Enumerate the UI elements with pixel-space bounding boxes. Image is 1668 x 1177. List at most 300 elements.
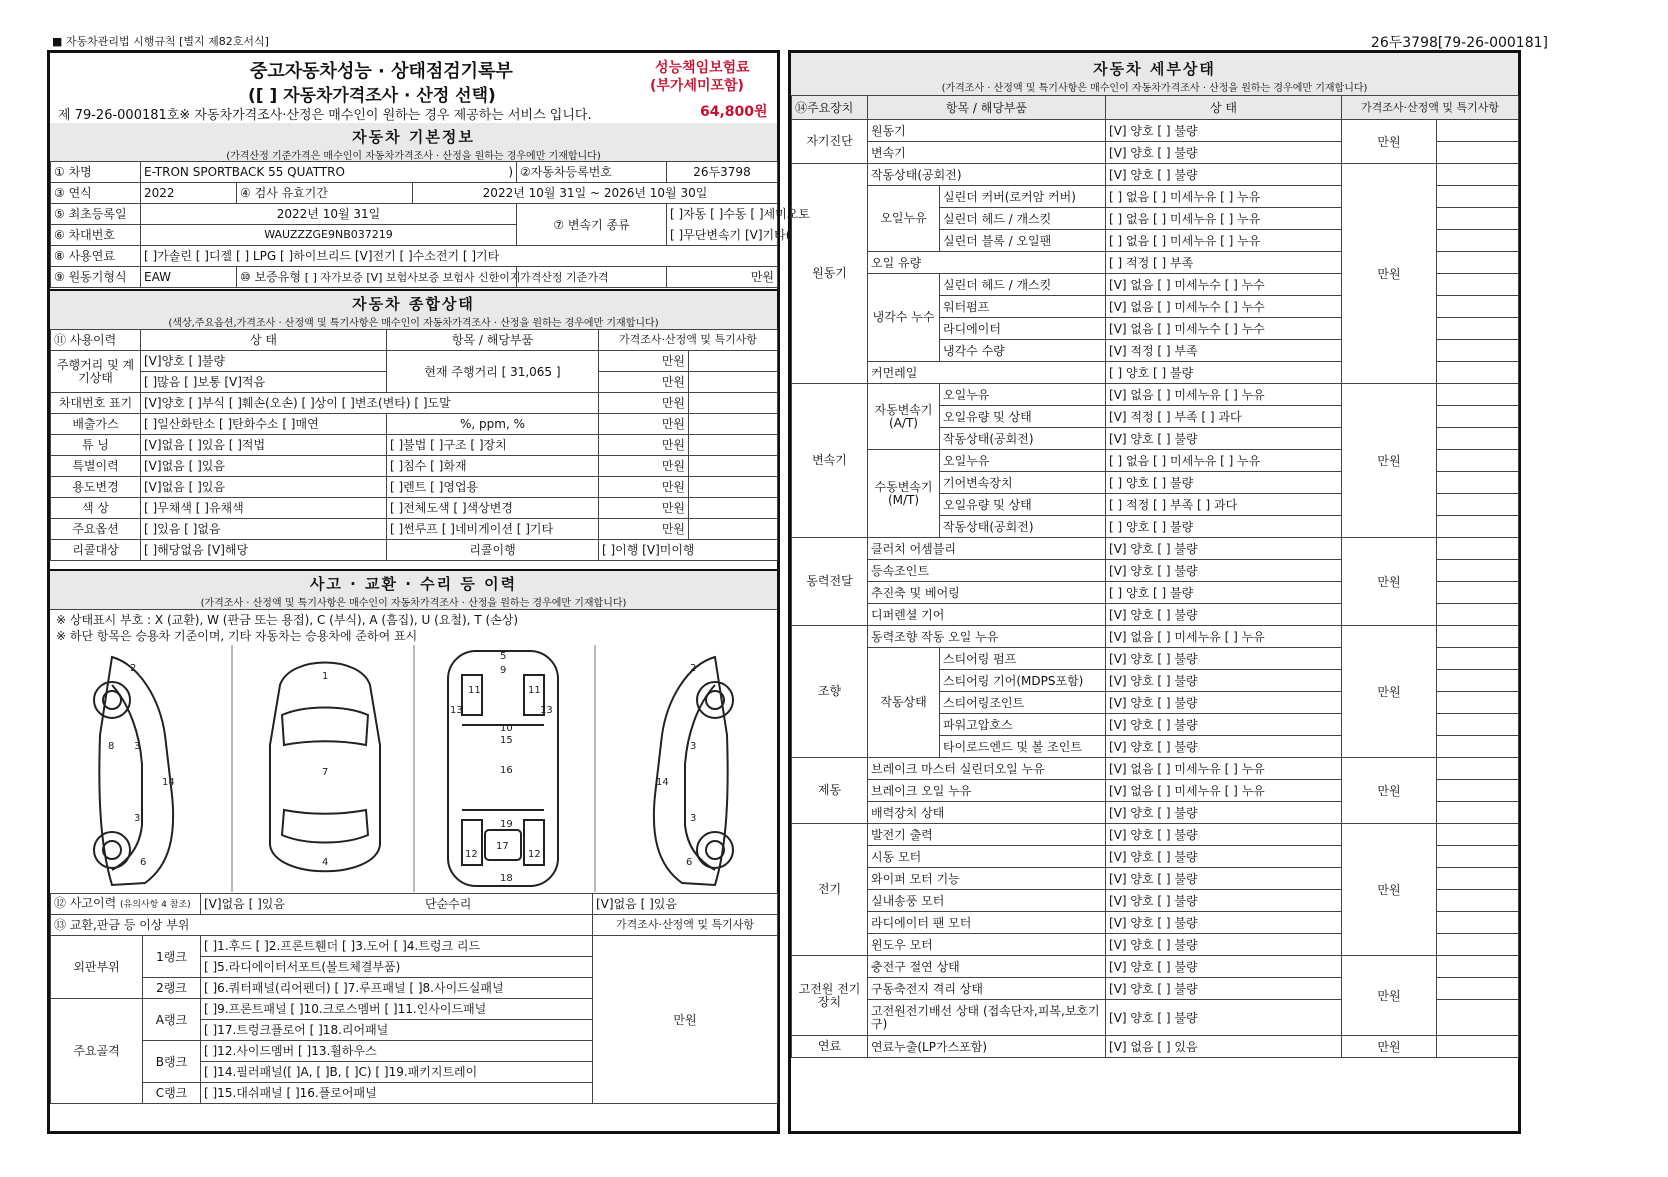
detail-price-unit: 만원 [1342,120,1437,164]
detail-item: 스티어링 펌프 [940,648,1106,670]
detail-item: 디퍼렌셜 기어 [868,604,1106,626]
detail-row [792,384,1519,406]
detail-group-label: 원동기 [792,164,868,384]
car-diagram [50,645,777,892]
main-frame-label: 주요골격 [51,999,143,1104]
detail-price-note [1437,428,1519,450]
ranka-label: A랭크 [143,999,201,1041]
detail-price-note [1437,648,1519,670]
detail-subgroup-label: 자동변속기 (A/T) [868,384,940,450]
detail-item: 고전원전기배선 상태 (접속단자,피복,보호기구) [868,1000,1106,1036]
detail-status: [V] 양호 [ ] 불량 [1106,648,1342,670]
document-number: 26두3798[79-26-000181] [1370,35,1548,51]
detail-status: [V] 양호 [ ] 불량 [1106,890,1342,912]
price-head: 가격조사·산정액 및 특기사항 [599,330,778,351]
tuning-label: 튜 닝 [51,435,141,456]
detail-status: [V] 양호 [ ] 불량 [1106,428,1342,450]
diagram-num-18: 18 [500,873,513,884]
emission-unit: 만원 [599,414,689,435]
detail-item: 라디에이터 [940,318,1106,340]
detail-status: [V] 없음 [ ] 미세누수 [ ] 누수 [1106,318,1342,340]
detail-item: 작동상태(공회전) [868,164,1106,186]
basic-info-title: 자동차 기본정보 [352,128,475,146]
fuel-label: ⑧ 사용연료 [51,246,141,267]
detail-item: 기어변속장치 [940,472,1106,494]
detail-price-unit: 만원 [1342,384,1437,538]
detail-item: 변속기 [868,142,1106,164]
detail-price-note [1437,604,1519,626]
diagram-num-17: 17 [496,841,509,852]
detail-status: [V] 양호 [ ] 불량 [1106,824,1342,846]
detail-price-note [1437,912,1519,934]
left-panel [47,50,810,1134]
detail-price-note [1437,406,1519,428]
status-head: 상 태 [141,330,387,351]
vin-value: WAUZZZGE9NB037219 [141,225,517,246]
detail-row [792,758,1519,780]
accident-history-cell: [V]없음 [ ]있음 단순수리 [201,894,593,915]
detail-price-note [1437,868,1519,890]
detail-group-label: 동력전달 [792,538,868,626]
diagram-num-2: 2 [130,663,137,674]
detail-status: [V] 없음 [ ] 미세누유 [ ] 누유 [1106,780,1342,802]
usage-change-label: 용도변경 [51,477,141,498]
legend-line-1: ※ 상태표시 부호 : X (교환), W (판금 또는 용접), C (부식), A (흠집), U (요철), T (손상) [56,613,519,627]
options-unit: 만원 [599,519,689,540]
diagram-num-9: 9 [500,665,507,676]
detail-status: [V] 양호 [ ] 불량 [1106,736,1342,758]
price-base-unit: 만원 [667,267,778,288]
detail-price-note [1437,582,1519,604]
diagram-num-19: 19 [500,819,513,830]
detail-price-note [1437,846,1519,868]
mileage-status-2: [ ]많음 [ ]보통 [V]적음 [141,372,387,393]
detail-status: [V] 양호 [ ] 불량 [1106,714,1342,736]
detail-status: [V] 양호 [ ] 불량 [1106,670,1342,692]
usage-change-unit: 만원 [599,477,689,498]
first-reg-label: ⑤ 최초등록일 [51,204,141,225]
usage-history-head: ⑪ 사용이력 [51,330,141,351]
detail-price-note [1437,538,1519,560]
valid-label: ④ 검사 유효기간 [237,183,413,204]
detail-status: [V] 양호 [ ] 불량 [1106,604,1342,626]
detail-status: [V] 없음 [ ] 미세누수 [ ] 누수 [1106,274,1342,296]
vin-mark-unit: 만원 [599,393,689,414]
detail-price-note [1437,208,1519,230]
detail-status: [V] 적정 [ ] 부족 [1106,340,1342,362]
rank1-line-1: [ ]1.후드 [ ]2.프론트휀더 [ ]3.도어 [ ]4.트렁크 리드 [201,936,593,957]
parts-price-unit: 만원 [593,936,778,1104]
detail-price-note [1437,516,1519,538]
detail-status: [V] 양호 [ ] 불량 [1106,538,1342,560]
detail-item: 커먼레일 [868,362,1106,384]
diagram-num-1: 1 [322,671,329,682]
detail-price-note [1437,1036,1519,1058]
diagram-num-6r: 6 [686,857,693,868]
vin-mark-status: [V]양호 [ ]부식 [ ]훼손(오손) [ ]상이 [ ]변조(변타) [ ]도말 [141,393,599,414]
emission-part: %, ppm, % [387,414,599,435]
detail-group-label: 고전원 전기장치 [792,956,868,1036]
special-history-unit: 만원 [599,456,689,477]
diagram-num-2r: 2 [690,663,697,674]
detail-price-unit: 만원 [1342,538,1437,626]
detail-item: 실린더 블록 / 오일팬 [940,230,1106,252]
detail-price-note [1437,142,1519,164]
car-side-right [654,657,733,885]
detail-group-label: 제동 [792,758,868,824]
fuel-options: [ ]가솔린 [ ]디젤 [ ] LPG [ ]하이브리드 [V]전기 [ ]수소전기 [ ]기타 [141,246,778,267]
detail-price-note [1437,164,1519,186]
emission-status: [ ]일산화탄소 [ ]탄화수소 [ ]매연 [141,414,387,435]
engine-label: ⑨ 원동기형식 [51,267,141,288]
detail-price-note [1437,274,1519,296]
ranka-line-2: [ ]17.트렁크플로어 [ ]18.리어패널 [201,1020,593,1041]
detail-status: [ ] 양호 [ ] 불량 [1106,516,1342,538]
detail-item: 오일유량 및 상태 [940,406,1106,428]
options-label: 주요옵션 [51,519,141,540]
detail-subgroup-label: 수동변속기 (M/T) [868,450,940,538]
abnormal-parts-head: ⑬ 교환,판금 등 이상 부위 [51,915,593,936]
detail-item: 오일유량 및 상태 [940,494,1106,516]
detail-price-note [1437,120,1519,142]
diagram-num-14: 14 [162,777,175,788]
recall-perform-label: 리콜이행 [387,540,599,561]
detail-price-note [1437,340,1519,362]
overall-note: (색상,주요옵션,가격조사 · 산정액 및 특기사항은 매수인이 자동차가격조사 · 산정을 원하는 경우에만 기재합니다) [168,318,659,329]
detail-item: 실린더 헤드 / 개스킷 [940,274,1106,296]
detail-item: 시동 모터 [868,846,1106,868]
detail-row [792,538,1519,560]
detail-status: [V] 없음 [ ] 미세누유 [ ] 누유 [1106,758,1342,780]
detail-note: (가격조사 · 산정액 및 특기사항은 매수인이 자동차가격조사 · 산정을 원하는 경우에만 기재합니다) [941,83,1368,94]
diagram-num-11b: 11 [528,685,541,696]
diagram-num-4: 4 [322,857,329,868]
usage-change-status: [V]없음 [ ]있음 [141,477,387,498]
detail-price-note [1437,384,1519,406]
insurance-sub: (부가세미포함) [650,78,744,94]
special-history-part: [ ]침수 [ ]화재 [387,456,599,477]
detail-title: 자동차 세부상태 [1093,60,1216,78]
detail-status: [V] 양호 [ ] 불량 [1106,120,1342,142]
accident-parts-table [50,893,778,1104]
detail-price-note [1437,670,1519,692]
detail-status: [V] 양호 [ ] 불량 [1106,956,1342,978]
detail-price-unit: 만원 [1342,758,1437,824]
detail-status: [V] 양호 [ ] 불량 [1106,692,1342,714]
diagram-num-13: 13 [450,705,463,716]
detail-status: [ ] 없음 [ ] 미세누유 [ ] 누유 [1106,186,1342,208]
detail-item: 워터펌프 [940,296,1106,318]
detail-item: 실내송풍 모터 [868,890,1106,912]
detail-part-head: 항목 / 해당부품 [868,96,1106,120]
rank2-label: 2랭크 [143,978,201,999]
rankb-label: B랭크 [143,1041,201,1083]
detail-item: 라디에이터 팬 모터 [868,912,1106,934]
year-value: 2022 [141,183,237,204]
detail-item: 타이로드엔드 및 볼 조인트 [940,736,1106,758]
form-title: 중고자동차성능 · 상태점검기록부 [250,61,513,82]
detail-item: 브레이크 오일 누유 [868,780,1106,802]
detail-price-unit: 만원 [1342,824,1437,956]
basic-info-table [50,161,810,288]
detail-price-note [1437,560,1519,582]
rankb-line-2: [ ]14.필러패널([ ]A, [ ]B, [ ]C) [ ]19.패키지트레이 [201,1062,593,1083]
detail-price-note [1437,890,1519,912]
detail-price-note [1437,802,1519,824]
valid-value: 2022년 10월 31일 ~ 2026년 10월 30일 [413,183,778,204]
diagram-num-3: 3 [134,741,141,752]
detail-price-note [1437,450,1519,472]
detail-price-note [1437,472,1519,494]
accident-header [50,569,777,610]
detail-item: 스티어링 기어(MDPS포함) [940,670,1106,692]
detail-status: [ ] 양호 [ ] 불량 [1106,582,1342,604]
diagram-num-11: 11 [468,685,481,696]
diagram-num-13b: 13 [540,705,553,716]
detail-price-unit: 만원 [1342,626,1437,758]
detail-item: 실린더 헤드 / 개스킷 [940,208,1106,230]
detail-price-unit: 만원 [1342,164,1437,384]
diagram-num-6: 6 [140,857,147,868]
detail-item: 작동상태(공회전) [940,428,1106,450]
detail-item: 등속조인트 [868,560,1106,582]
reg-no-label: ②자동차등록번호 [517,162,667,183]
law-reference: ■ 자동차관리법 시행규칙 [별지 제82호서식] [52,35,269,48]
color-part: [ ]전체도색 [ ]색상변경 [387,498,599,519]
detail-status: [V] 양호 [ ] 불량 [1106,934,1342,956]
basic-info-header [50,123,777,162]
detail-item: 실린더 커버(로커암 커버) [940,186,1106,208]
mileage-status-1: [V]양호 [ ]불량 [141,351,387,372]
detail-status: [V] 양호 [ ] 불량 [1106,912,1342,934]
diagram-num-8: 8 [108,741,115,752]
detail-group-label: 전기 [792,824,868,956]
usage-change-part: [ ]렌트 [ ]영업용 [387,477,599,498]
diagram-num-12b: 12 [528,849,541,860]
car-name-value: E-TRON SPORTBACK 55 QUATTRO ) [141,162,517,183]
detail-status: [ ] 없음 [ ] 미세누유 [ ] 누유 [1106,208,1342,230]
detail-price-note [1437,714,1519,736]
detail-item: 클러치 어셈블리 [868,538,1106,560]
trans-options-2: [ ]무단변속기 [V]기타( [667,225,778,246]
form-subtitle: ([ ] 자동차가격조사 · 산정 선택) [248,86,496,106]
options-status: [ ]있음 [ ]없음 [141,519,387,540]
recall-status: [ ]해당없음 [V]해당 [141,540,387,561]
detail-status: [ ] 양호 [ ] 불량 [1106,472,1342,494]
detail-item: 윈도우 모터 [868,934,1106,956]
detail-header [791,53,1518,96]
detail-group-label: 자기진단 [792,120,868,164]
detail-price-note [1437,758,1519,780]
detail-price-unit: 만원 [1342,956,1437,1036]
detail-price-note [1437,1000,1519,1036]
vin-label: ⑥ 차대번호 [51,225,141,246]
detail-status: [V] 없음 [ ] 미세누유 [ ] 누유 [1106,626,1342,648]
part-head: 항목 / 해당부품 [387,330,599,351]
detail-row [792,120,1519,142]
reg-no-value: 26두3798 [667,162,778,183]
detail-row [792,164,1519,186]
overall-table [50,329,778,561]
detail-item: 배력장치 상태 [868,802,1106,824]
detail-price-note [1437,780,1519,802]
detail-price-note [1437,296,1519,318]
emission-label: 배출가스 [51,414,141,435]
diagram-num-7: 7 [322,767,329,778]
tuning-unit: 만원 [599,435,689,456]
detail-price-note [1437,736,1519,758]
detail-status-head: 상 태 [1106,96,1342,120]
rank1-line-2: [ ]5.라디에이터서포트(볼트체결부품) [201,957,593,978]
detail-status: [V] 없음 [ ] 있음 [1106,1036,1342,1058]
detail-item: 연료누출(LP가스포함) [868,1036,1106,1058]
tuning-status: [V]없음 [ ]있음 [ ]적법 [141,435,387,456]
ranka-line-1: [ ]9.프론트패널 [ ]10.크로스멤버 [ ]11.인사이드패널 [201,999,593,1020]
detail-item: 파워고압호스 [940,714,1106,736]
rankc-line-1: [ ]15.대쉬패널 [ ]16.플로어패널 [201,1083,593,1104]
detail-status: [ ] 양호 [ ] 불량 [1106,362,1342,384]
overall-header [50,289,777,330]
rank1-label: 1랭크 [143,936,201,978]
detail-status: [V] 양호 [ ] 불량 [1106,978,1342,1000]
detail-price-note [1437,956,1519,978]
mileage-unit: 만원 [599,351,689,372]
year-label: ③ 연식 [51,183,141,204]
first-reg-value: 2022년 10월 31일 [141,204,517,225]
diagram-num-12: 12 [465,849,478,860]
detail-status: [V] 양호 [ ] 불량 [1106,1000,1342,1036]
detail-row [792,1036,1519,1058]
engine-value: EAW [141,267,237,288]
diagram-num-3b: 3 [134,813,141,824]
detail-price-note [1437,230,1519,252]
detail-status: [V] 양호 [ ] 불량 [1106,560,1342,582]
detail-item: 냉각수 수량 [940,340,1106,362]
detail-status: [ ] 없음 [ ] 미세누유 [ ] 누유 [1106,450,1342,472]
color-status: [ ]무채색 [ ]유채색 [141,498,387,519]
car-diagram-area [50,645,777,892]
vin-mark-label: 차대번호 표기 [51,393,141,414]
color-label: 색 상 [51,498,141,519]
overall-title: 자동차 종합상태 [352,295,475,313]
detail-price-note [1437,626,1519,648]
detail-item: 와이퍼 모터 기능 [868,868,1106,890]
diagram-num-10: 10 [500,723,513,734]
price-base-label: 가격산정 기준가격 [517,267,667,288]
color-unit: 만원 [599,498,689,519]
rank2-line-1: [ ]6.쿼터패널(리어펜더) [ ]7.루프패널 [ ]8.사이드실패널 [201,978,593,999]
basic-info-note: (가격산정 기준가격은 매수인이 자동차가격조사 · 산정을 원하는 경우에만 기재합니다) [226,151,601,162]
detail-price-note [1437,978,1519,1000]
detail-status: [ ] 적정 [ ] 부족 [1106,252,1342,274]
recall-perform-status: [ ]이행 [V]미이행 [599,540,778,561]
detail-item: 오일누유 [940,384,1106,406]
detail-item: 오일 유량 [868,252,1106,274]
detail-status: [V] 양호 [ ] 불량 [1106,868,1342,890]
diagram-num-3r: 3 [690,741,697,752]
mileage-unit-2: 만원 [599,372,689,393]
detail-status: [ ] 없음 [ ] 미세누유 [ ] 누유 [1106,230,1342,252]
simple-repair-status: [V]없음 [ ]있음 [593,894,778,915]
detail-item: 오일누유 [940,450,1106,472]
detail-group-label: 변속기 [792,384,868,538]
detail-status: [V] 양호 [ ] 불량 [1106,846,1342,868]
detail-item: 충전구 절연 상태 [868,956,1106,978]
accident-note: (가격조사 · 산정액 및 특기사항은 매수인이 자동차가격조사 · 산정을 원하는 경우에만 기재합니다) [200,598,627,609]
detail-subgroup-label: 작동상태 [868,648,940,758]
detail-status: [V] 적정 [ ] 부족 [ ] 과다 [1106,406,1342,428]
recall-label: 리콜대상 [51,540,141,561]
title-area [50,53,777,124]
detail-group-label: 조향 [792,626,868,758]
car-side-left [94,657,173,885]
detail-table [791,95,1519,1058]
rankb-line-1: [ ]12.사이드멤버 [ ]13.휠하우스 [201,1041,593,1062]
detail-row [792,626,1519,648]
options-part: [ ]썬루프 [ ]네비게이션 [ ]기타 [387,519,599,540]
outer-panel-label: 외판부위 [51,936,143,999]
legend-line-2: ※ 하단 항목은 승용차 기준이며, 기타 자동차는 승용차에 준하여 표시 [56,629,418,643]
detail-item: 동력조향 작동 오일 누유 [868,626,1106,648]
detail-status: [V] 양호 [ ] 불량 [1106,142,1342,164]
accident-title: 사고 · 교환 · 수리 등 이력 [309,575,518,593]
diagram-num-5: 5 [500,651,507,662]
detail-row [792,824,1519,846]
detail-price-note [1437,318,1519,340]
right-panel [788,50,1521,1134]
detail-price-note [1437,824,1519,846]
special-history-label: 특별이력 [51,456,141,477]
detail-row [792,956,1519,978]
rankc-label: C랭크 [143,1083,201,1104]
detail-item: 작동상태(공회전) [940,516,1106,538]
detail-status: [V] 양호 [ ] 불량 [1106,802,1342,824]
detail-status: [V] 없음 [ ] 미세누수 [ ] 누수 [1106,296,1342,318]
car-name-label: ① 차명 [51,162,141,183]
detail-status: [ ] 적정 [ ] 부족 [ ] 과다 [1106,494,1342,516]
insurance-label: 성능책임보험료 [655,60,750,76]
diagram-num-3rb: 3 [690,813,697,824]
insurance-amount: 64,800원 [700,104,768,120]
detail-price-note [1437,494,1519,516]
special-history-status: [V]없음 [ ]있음 [141,456,387,477]
diagram-num-16: 16 [500,765,513,776]
accident-history-label: ⑫ 사고이력 (유의사항 4 참조) [51,894,201,915]
detail-price-note [1437,186,1519,208]
parts-price-head: 가격조사·산정액 및 특기사항 [593,915,778,936]
detail-item: 발전기 출력 [868,824,1106,846]
tuning-part: [ ]불법 [ ]구조 [ ]장치 [387,435,599,456]
mileage-label: 주행거리 및 계기상태 [51,351,141,393]
detail-item: 브레이크 마스터 실린더오일 누유 [868,758,1106,780]
major-device-head: ⑭주요장치 [792,96,868,120]
detail-price-unit: 만원 [1342,1036,1437,1058]
trans-options-1: [ ]자동 [ ]수동 [ ]세미오토 [667,204,778,225]
detail-price-head: 가격조사·산정액 및 특기사항 [1342,96,1519,120]
warranty-cell: ⑩ 보증유형 [ ] 자가보증 [V] 보험사보증 보험사 신한이지 [237,267,517,288]
detail-price-note [1437,252,1519,274]
detail-price-note [1437,362,1519,384]
diagram-num-15: 15 [500,735,513,746]
trans-label: ⑦ 변속기 종류 [517,204,667,246]
detail-item: 추진축 및 베어링 [868,582,1106,604]
detail-item: 스티어링조인트 [940,692,1106,714]
detail-status: [V] 양호 [ ] 불량 [1106,164,1342,186]
diagram-num-14r: 14 [656,777,669,788]
detail-price-note [1437,934,1519,956]
detail-item: 구동축전지 격리 상태 [868,978,1106,1000]
form-number-line: 제 79-26-000181호※ 자동차가격조사·산정은 매수인이 원하는 경우 제공하는 서비스 입니다. [58,108,592,123]
